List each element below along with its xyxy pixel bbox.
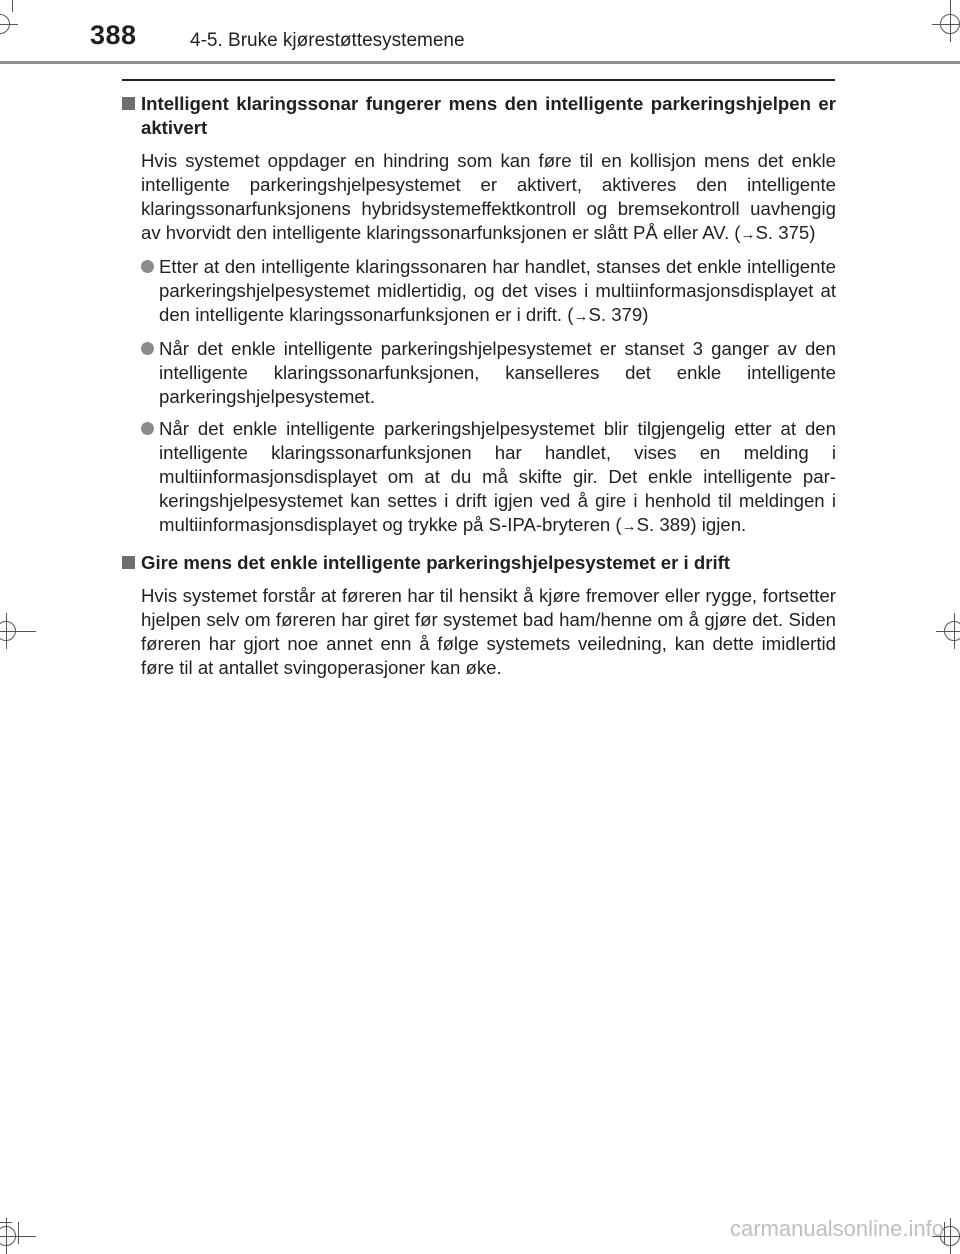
page-reference: S. 379) xyxy=(588,304,649,325)
section-paragraph: Hvis systemet oppdager en hindring som kan føre til en kollisjon mens det enkle intelligente parkeringshjelpesystemet er aktivert, aktiveres den intelligente klaringssonarfunksjonens hybridsystemeffektkontroll og bremsekontroll uavhengig av hvorvidt den intelligente klaringssonarfunksjonen er slått PÅ eller AV. (→S. 375) xyxy=(141,150,836,243)
list-item: Når det enkle intelligente parkeringshjelpesystemet er stanset 3 ganger av den intelligente klaringssonarfunksjonen, kanselleres det enkle intelligente parkeringshjelpesystemet. xyxy=(122,337,836,409)
arrow-icon: → xyxy=(621,518,637,535)
trim-mark xyxy=(12,0,13,12)
section-heading: Intelligent klaringssonar fungerer mens den intelligente parkeringshjelpen er aktivert xyxy=(122,92,836,140)
section-title: 4-5. Bruke kjørestøttesystemene xyxy=(190,30,465,51)
square-bullet-icon xyxy=(122,97,135,110)
arrow-icon: → xyxy=(740,226,756,243)
arrow-icon: → xyxy=(573,308,589,325)
circle-bullet-icon xyxy=(141,342,154,355)
square-bullet-icon xyxy=(122,556,135,569)
trim-mark xyxy=(944,1222,945,1244)
list-item: Etter at den intelligente klaringssonaren har handlet, stanses det enkle intelligente parkeringshjelpesystemet midlertidig, og det vises i multiinformasjonsdisplayet at den intelligente klaringssonarfunksjonen er i drift. (→S. 379) xyxy=(122,255,836,329)
header-band xyxy=(0,61,960,64)
page-reference: S. 389) xyxy=(636,514,697,535)
trim-mark xyxy=(18,1222,19,1244)
watermark: carmanualsonline.info xyxy=(729,1216,944,1241)
top-rule xyxy=(122,79,835,81)
page-reference: S. 375) xyxy=(755,222,816,243)
list-item: Når det enkle intelligente parkeringshjelpesystemet blir tilgjengelig etter at den intelligente klaringssonarfunksjonen har handlet, vises en melding i multiinformasjonsdisplayet om at du må skifte gir. Det enkle intelligente parkeringshjelpesystemet kan settes i drift igjen ved å gire i henhold til meldingen i multiinformasjonsdisplayet og trykke på S-IPA-bryteren (→S. 389) igjen. xyxy=(122,417,836,539)
trim-mark xyxy=(0,1222,12,1223)
section-paragraph: Hvis systemet forstår at føreren har til hensikt å kjøre fremover eller rygge, fortsetter hjelpen selv om føreren har giret før systemet bad ham/henne om å gjøre det. Siden føreren har gjort noe annet enn å følge systemets veiledning, kan dette imidlertid føre til at antallet svingoperasjoner kan øke. xyxy=(141,585,836,678)
page-content xyxy=(122,92,836,688)
circle-bullet-icon xyxy=(141,422,154,435)
section-heading: Gire mens det enkle intelligente parkeringshjelpesystemet er i drift xyxy=(122,551,836,575)
circle-bullet-icon xyxy=(141,260,154,273)
page-number: 388 xyxy=(90,20,137,50)
trim-mark xyxy=(950,0,951,8)
